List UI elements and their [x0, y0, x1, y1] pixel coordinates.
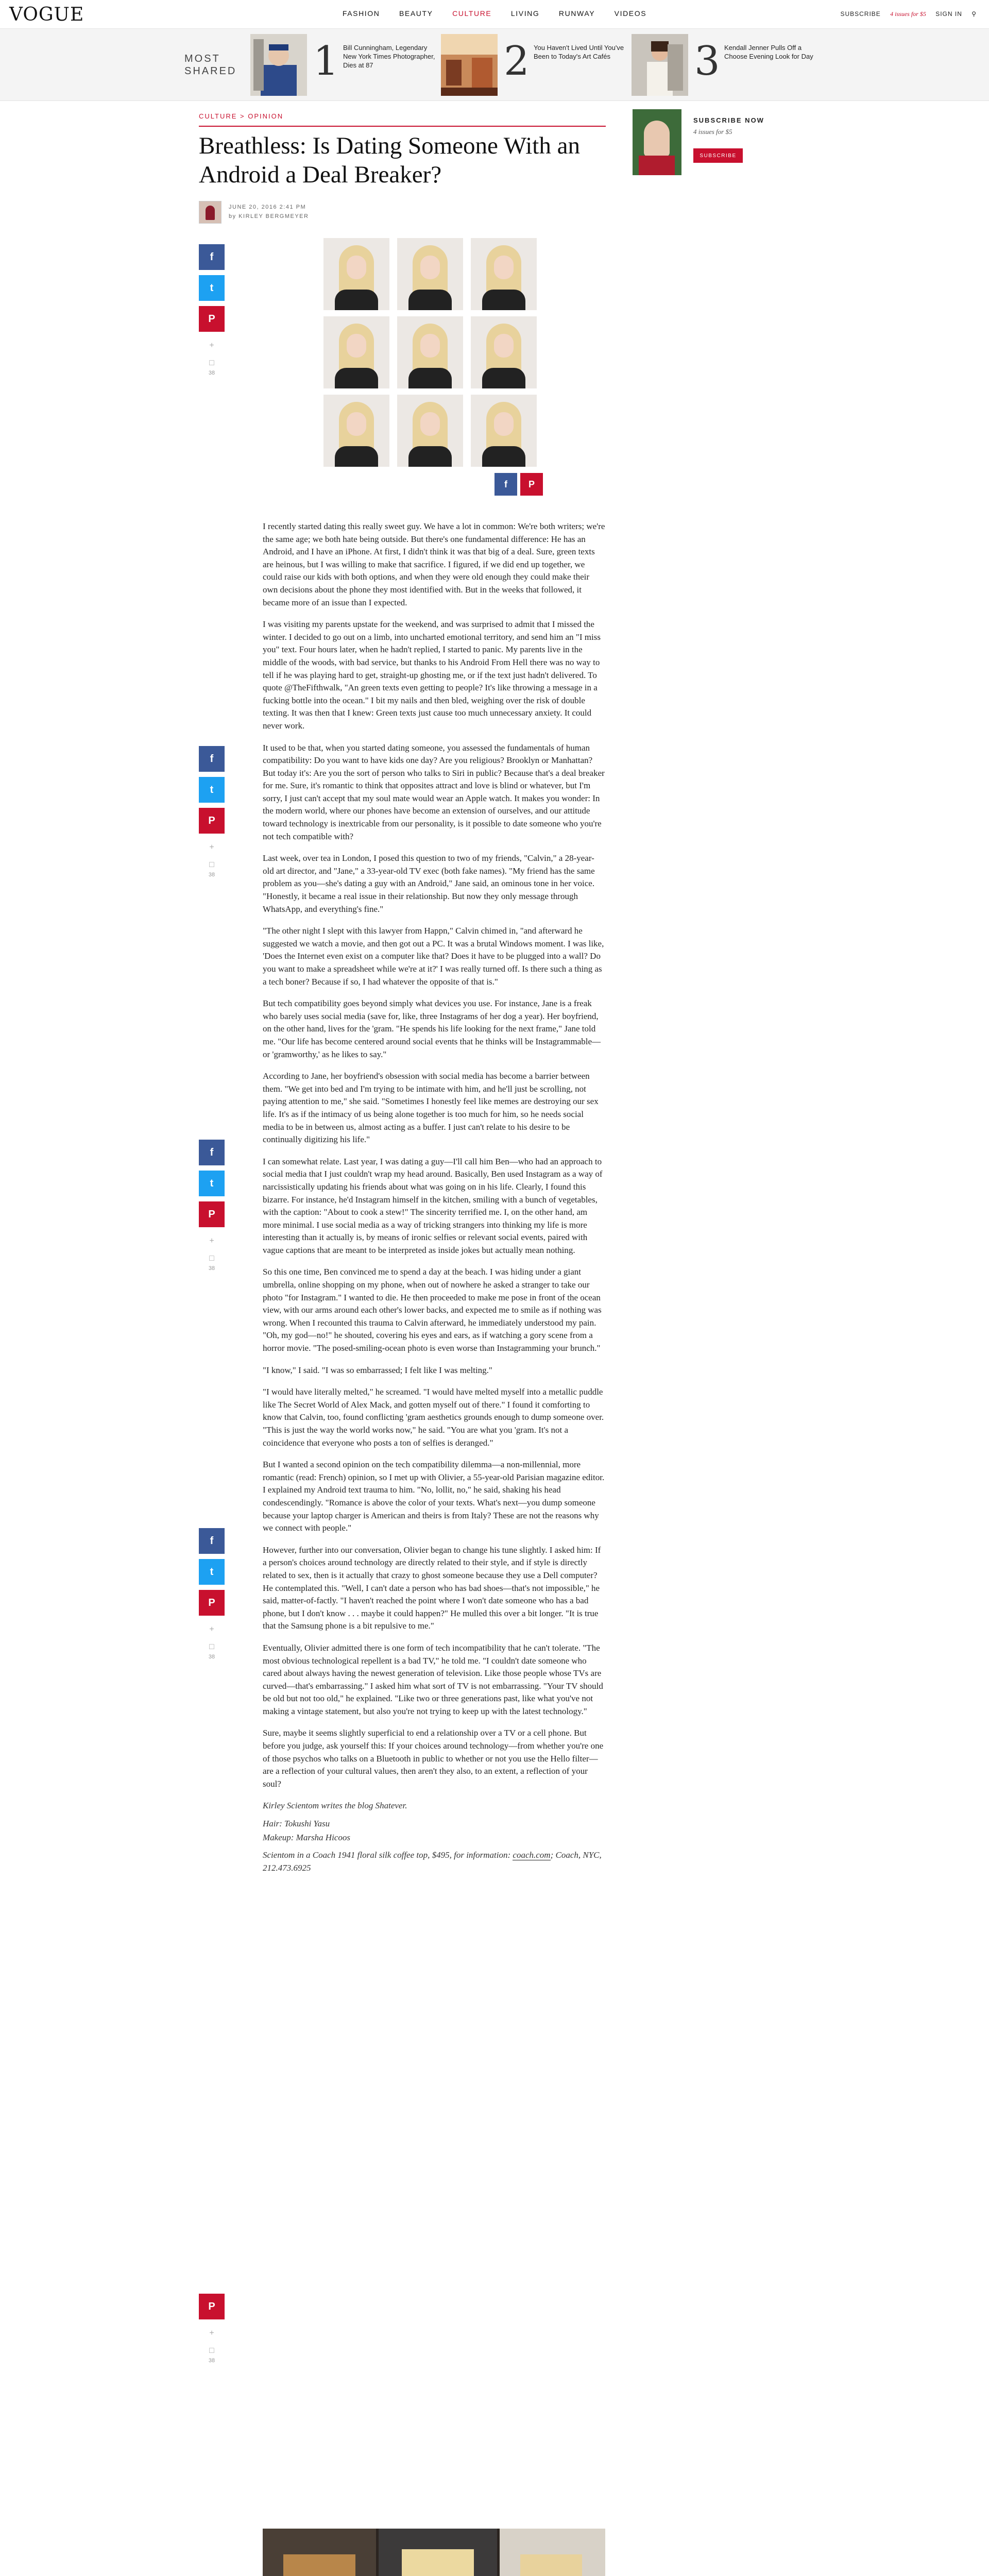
comment-icon[interactable]: □: [209, 2346, 214, 2355]
share-rail: [199, 1528, 225, 1663]
photo-tile[interactable]: [471, 238, 537, 310]
facebook-share-button[interactable]: [199, 1528, 225, 1554]
comment-count: 38: [208, 370, 215, 376]
most-shared-strip: [0, 29, 989, 101]
breadcrumb[interactable]: CULTURE > OPINION: [199, 112, 284, 120]
article-paragraph: Sure, maybe it seems slightly superficial to end a relationship over a TV or a cell phone. But before you judge, ask yourself this: If your choices around technology—from whether you're one of those psychos who talks on a Bluetooth in public to whether or not you use the Hello filter—are a reflection of your cultural values, then aren't they also, to an extent, a reflection of your soul?: [263, 1728, 604, 1789]
credit-makeup: Makeup: Marsha Hicoos: [263, 1832, 350, 1842]
comment-icon[interactable]: □: [209, 1254, 214, 1263]
twitter-icon: t: [210, 1566, 214, 1578]
most-shared-item[interactable]: [250, 34, 446, 96]
facebook-icon: f: [210, 753, 214, 765]
facebook-icon: f: [504, 479, 507, 489]
article-paragraph: I recently started dating this really sweet guy. We have a lot in common: We're both writers; we're the same age; we both hate being outside. But there's one fundamental difference: He has an Android, and I have an iPhone. At first, I didn't think it was that big of a deal. Sure, green texts are heinous, but I was willing to make that sacrifice. I figured, if we did end up together, we could raise our kids with both options, and when they were old enough they could make their own decisions about the phone they most identified with. But in the weeks that followed, it became more of an issue than I expected.: [263, 521, 605, 607]
credit-hair: Hair: Tokushi Yasu: [263, 1819, 330, 1829]
nav-living[interactable]: LIVING: [510, 9, 540, 18]
subscribe-title: SUBSCRIBE NOW: [693, 116, 764, 124]
nav-fashion[interactable]: FASHION: [342, 9, 380, 18]
comment-count: 38: [208, 2358, 215, 2364]
more-share-icon[interactable]: +: [209, 341, 214, 350]
facebook-icon: f: [210, 1535, 214, 1547]
nav-account: [833, 10, 977, 18]
nav-videos[interactable]: VIDEOS: [614, 9, 647, 18]
image-share-buttons: [494, 473, 546, 496]
facebook-share-button[interactable]: [494, 473, 517, 496]
comment-icon[interactable]: □: [209, 359, 214, 367]
most-shared-title[interactable]: Kendall Jenner Pulls Off a Choose Evening Look for Day: [724, 44, 813, 60]
photo-tile[interactable]: [323, 316, 389, 388]
twitter-share-button[interactable]: [199, 1559, 225, 1585]
pinterest-icon: P: [208, 313, 215, 325]
twitter-share-button[interactable]: [199, 1171, 225, 1196]
publish-date: JUNE 20, 2016 2:41 PM: [229, 204, 306, 210]
author-avatar[interactable]: [199, 201, 221, 224]
facebook-share-button[interactable]: [199, 746, 225, 772]
author-name[interactable]: by KIRLEY BERGMEYER: [229, 213, 309, 219]
nav-offer[interactable]: 4 issues for $5: [890, 10, 926, 18]
product-link[interactable]: coach.com: [513, 1850, 551, 1860]
photo-tile[interactable]: [397, 316, 463, 388]
byline: [199, 201, 353, 225]
share-rail: [199, 746, 225, 881]
photo-tile[interactable]: [323, 238, 389, 310]
most-shared-label: MOST SHARED: [184, 53, 237, 77]
most-shared-rank: 2: [504, 38, 530, 84]
article-paragraph: But I wanted a second opinion on the tech compatibility dilemma—a non-millennial, more romantic (read: French) opinion, so I met up with Olivier, a 55-year-old Parisian magazine editor. I explained my Android text trauma to him. "No, lollit, no," he said, shaking his head condescendingly. "Romance is above the color of your texts. What's next—you dump someone because your laptop charger is American and theirs is from Italy? These are not the reasons why we connect with people.": [263, 1460, 605, 1533]
pinterest-icon: P: [208, 1208, 215, 1220]
more-share-icon[interactable]: +: [209, 2329, 214, 2337]
pinterest-share-button[interactable]: [199, 808, 225, 834]
most-shared-title[interactable]: Bill Cunningham, Legendary New York Times Photographer, Dies at 87: [343, 44, 435, 69]
most-shared-title[interactable]: You Haven't Lived Until You've Been to Today's Art Cafés: [534, 44, 624, 60]
article-paragraph: It used to be that, when you started dating someone, you assessed the fundamentals of human compatibility: Do you want to have kids one day? Are you religious? Brooklyn or Manhattan? But today it's: Are you the sort of person who talks to Siri in public? Because that's a deal breaker for me. Sure, it's romantic to think that opposites attract and love is blind or whatever, but I'm sorry, I just can't accept that my soul mate would wear an Apple watch. It makes you wonder: In the modern world, where our phones have become an extension of ourselves, and our attitude toward technology is inextricable from our personality, is it possible to date someone who you're not tech compatible with?: [263, 742, 605, 841]
photo-tile[interactable]: [471, 316, 537, 388]
vogue-logo[interactable]: VOGUE: [9, 4, 84, 25]
pinterest-icon: P: [208, 815, 215, 826]
twitter-share-button[interactable]: [199, 777, 225, 803]
twitter-icon: t: [210, 784, 214, 795]
more-share-icon[interactable]: +: [209, 843, 214, 852]
most-shared-thumbnail[interactable]: [441, 34, 498, 96]
facebook-icon: f: [210, 1146, 214, 1158]
article-paragraph: Last week, over tea in London, I posed this question to two of my friends, "Calvin," a 28-year-old art director, and "Jane," a 33-year-old TV exec (both fake names). "My friend has the same problem as you—she's dating a guy with an Android," Jane said, an ominous tone in her voice. "Honestly, it became a real issue in their relationship. But now they only message through WhatsApp, and everything's fine.": [263, 853, 595, 914]
share-rail: [199, 2294, 225, 2367]
magazine-cover[interactable]: [633, 109, 681, 175]
photo-tile[interactable]: [323, 395, 389, 467]
comment-count: 38: [208, 1654, 215, 1660]
search-icon[interactable]: ⚲: [971, 10, 977, 18]
share-rail: [199, 244, 225, 379]
pinterest-icon: P: [208, 1597, 215, 1608]
article-paragraph: "The other night I slept with this lawyer from Happn," Calvin chimed in, "and afterward he suggested we watch a movie, and then got out a PC. It was a brutal Windows moment. I was like, 'Does the Internet even exist on a computer like that? Does it have to be plugged into a wall? Do you want to make a spreadsheet while we're at it?' I was really turned off. Is there such a thing as a tech boner? Because if so, I had whatever the opposite of that is.": [263, 926, 604, 987]
most-shared-rank: 3: [694, 38, 720, 84]
more-share-icon[interactable]: +: [209, 1236, 214, 1245]
subscribe-offer: 4 issues for $5: [693, 128, 732, 135]
article-body: [263, 520, 605, 1879]
most-shared-thumbnail[interactable]: [632, 34, 688, 96]
photo-tile[interactable]: [397, 395, 463, 467]
nav-subscribe[interactable]: SUBSCRIBE: [840, 10, 881, 18]
article-paragraph: However, further into our conversation, Olivier began to change his tune slightly. I asked him: If a person's choices around technology are directly related to their style, and if style is directly related to sex, then is it actually that crazy to ghost someone because they use a Dell computer? He contemplated this. "Well, I can't date a person who has bad shoes—that's not impossible," he said, matter-of-factly. "I haven't reached the point where I won't date someone who has a bad phone, but I don't know . . . maybe it could happen?" He mulled this over a bit longer. "It is true that the Samsung phone is a bit repulsive to me.": [263, 1545, 601, 1631]
most-shared-thumbnail[interactable]: [250, 34, 307, 96]
twitter-icon: t: [210, 1177, 214, 1189]
comment-count: 38: [208, 1265, 215, 1272]
facebook-share-button[interactable]: [199, 244, 225, 270]
subscribe-button[interactable]: SUBSCRIBE: [693, 148, 743, 163]
more-share-icon[interactable]: +: [209, 1625, 214, 1634]
article-paragraph: "I would have literally melted," he screamed. "I would have melted myself into a metallic puddle like The Secret World of Alex Mack, and gotten myself out of there." I found it comforting to know that Calvin, too, found conflicting 'gram aesthetics grounds enough to dump someone over. "This is just the way the world works now," he said. "You are what you 'gram. It's not a coincidence that everyone who posts a ton of selfies is deranged.": [263, 1387, 604, 1448]
article-paragraph: I was visiting my parents upstate for the weekend, and was surprised to admit that I missed the winter. I decided to go out on a limb, into uncharted emotional territory, and send him an "I miss you" text. Four hours later, when he hadn't replied, I started to panic. My parents live in the middle of the woods, with bad service, but thanks to his Android From Hell there was no way to tell if he was playing hard to get, straight-up ghosting me, or if the text just hadn't delivered. To quote @TheFifthwalk, "An green texts even getting to people? It's like throwing a message in a fucking bottle into the ocean." I bit my nails and then bled, weighing over the risk of double texting. It was then that I knew: Green texts just cause too much unnecessary anxiety. It could never work.: [263, 619, 601, 731]
pinterest-share-button[interactable]: [199, 1201, 225, 1227]
facebook-icon: f: [210, 251, 214, 263]
photo-tile[interactable]: [471, 395, 537, 467]
video-player[interactable]: [263, 2529, 605, 2576]
pinterest-share-button[interactable]: [520, 473, 543, 496]
most-shared-item[interactable]: [632, 34, 827, 96]
comment-icon[interactable]: □: [209, 860, 214, 869]
nav-runway[interactable]: RUNWAY: [558, 9, 595, 18]
header-rule: [199, 126, 606, 127]
comment-count: 38: [208, 872, 215, 878]
product-credit: Scientom in a Coach 1941 floral silk coffee top, $495, for information: coach.com; Coach, NYC, 212.473.6925: [263, 1850, 602, 1873]
article-paragraph: But tech compatibility goes beyond simply what devices you use. For instance, Jane is a freak who barely uses social media (save for, like, three Instagrams of her dog a year). Her boyfriend, on the other hand, lives for the 'gram. "He spends his life looking for the next frame," Jane told me. "Our life has become centered around social events that he thinks will be Instagrammable—or 'gramworthy,' as he likes to say.": [263, 998, 601, 1059]
pinterest-share-button[interactable]: [199, 1590, 225, 1616]
article-paragraph: So this one time, Ben convinced me to spend a day at the beach. I was hiding under a giant umbrella, online shopping on my phone, when out of nowhere he asked a stranger to take our photo "for Instagram." I wanted to die. He then proceeded to make me pose in front of the ocean view, with our arms around each other's lower backs, and expected me to smile as if nothing was wrong. When I recounted this trauma to Calvin afterward, he immediately understood my pain. "Oh, my god—no!" he shouted, covering his eyes and ears, as if watching a gory scene from a horror movie. "The posed-smiling-ocean photo is even worse than Instagramming your brunch.": [263, 1267, 602, 1353]
twitter-icon: t: [210, 282, 214, 294]
share-rail: [199, 1140, 225, 1275]
facebook-share-button[interactable]: [199, 1140, 225, 1165]
article-paragraph: "I know," I said. "I was so embarrassed; I felt like I was melting.": [263, 1365, 492, 1375]
article-paragraph: According to Jane, her boyfriend's obsession with social media has become a barrier between them. "We get into bed and I'm trying to be intimate with him, and he'll just be scrolling, not paying attention to me," she said. "Sometimes I honestly feel like memes are destroying our sex life. It's as if the intimacy of us being alone together is too much for him, so he needs social media to be in between us, almost acting as a buffer. I just can't relate to his desire to be continually digitizing his life.": [263, 1071, 599, 1145]
photo-grid: [323, 238, 537, 467]
twitter-share-button[interactable]: [199, 275, 225, 301]
nav-sign-in[interactable]: SIGN IN: [935, 10, 962, 18]
article-paragraph: I can somewhat relate. Last year, I was dating a guy—I'll call him Ben—who had an approach to social media that I just couldn't wrap my head around. Basically, Ben used Instagram as a way of narcissistically updating his friends about what was going on in his life. Clearly, I found this bizarre. For instance, he'd Instagram himself in the kitchen, smiling with a bunch of vegetables, with the caption: "About to cook a stew!" The sincerity terrified me. I, on the other hand, am more minimal. I use social media as a way of tricking strangers into thinking my life is more interesting than it actually is, by means of ironic selfies or relevant social events, paired with vague captions that are meant to be interpreted as inside jokes but actually mean nothing.: [263, 1156, 603, 1255]
pinterest-share-button[interactable]: [199, 2294, 225, 2319]
author-note: Kirley Scientom writes the blog Shatever.: [263, 1801, 407, 1811]
pinterest-share-button[interactable]: [199, 306, 225, 332]
photo-tile[interactable]: [397, 238, 463, 310]
nav-culture[interactable]: CULTURE: [452, 9, 492, 18]
pinterest-icon: P: [528, 479, 535, 489]
page-title: Breathless: Is Dating Someone With an Android a Deal Breaker?: [199, 132, 580, 188]
comment-icon[interactable]: □: [209, 1642, 214, 1651]
subscribe-promo: [633, 109, 787, 181]
pinterest-icon: P: [208, 2300, 215, 2312]
most-shared-item[interactable]: [441, 34, 637, 96]
most-shared-rank: 1: [313, 38, 339, 84]
top-nav: [0, 0, 989, 29]
article-paragraph: Eventually, Olivier admitted there is one form of tech incompatibility that he can't tolerate. "The most obvious technological repellent is a bad TV," he told me. "I couldn't date someone who cared about always having the newest generation of television. Like those people whose TVs are curved—that's embarrassing." I asked him what sort of TV is not embarrassing. "Your TV should be old but not too old," he explained. "Like two or three generations past, like what you've not making a vintage statement, but also you're not trying to keep up with the latest technology.": [263, 1642, 603, 1716]
nav-beauty[interactable]: BEAUTY: [399, 9, 433, 18]
